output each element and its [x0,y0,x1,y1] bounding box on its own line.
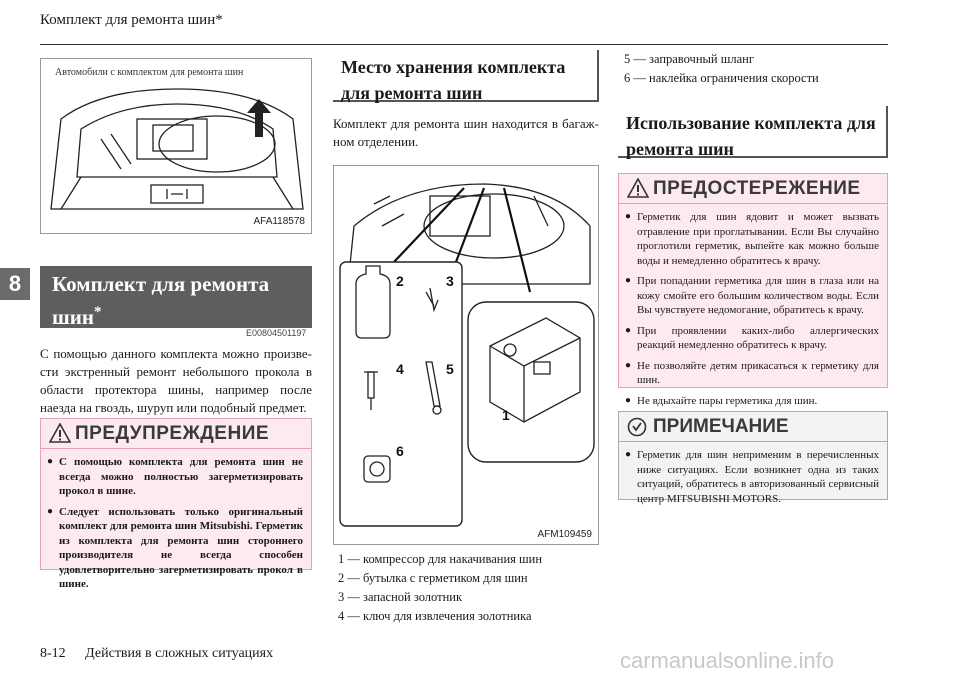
page-number: 8-12 [40,646,66,661]
section-title-text: Комплект для ремонта шин [52,272,270,329]
warning-heading [41,419,311,449]
chapter-name: Действия в сложных ситуациях [85,646,274,661]
kit-illustration [334,166,599,545]
note-box [618,411,888,505]
note-heading [619,412,887,442]
kit-figure [333,165,599,545]
page-footer [40,646,273,662]
warning-triangle-icon [49,423,71,443]
warning-item: ● Следует использовать только оригинальный комплект для ремонта шин Mitsubishi. Герметик из комплекта для ремонта шин стороннего производителя не всегда способен удовлетворительно загерметизировать прокол в шине. [41,505,311,592]
section-title-repair-kit [40,266,312,328]
caution-item: ● Не вдыхайте пары герметика для шин. [619,394,887,409]
callout-5: 5 [446,361,454,377]
callout-1: 1 [502,407,510,423]
warning-triangle-icon [627,178,649,198]
note-heading-text: ПРИМЕЧАНИЕ [653,416,789,437]
caution-heading-text: ПРЕДОСТЕРЕЖЕНИЕ [653,178,861,199]
storage-description: Комплект для ремонта шин находится в багажном отделении. [333,116,599,149]
kit-figure-code: AFM109459 [537,529,592,540]
caution-item: ● При проявлении каких-либо аллергических реакций немедленно обратитесь к врачу. [619,324,887,353]
caution-item: ● Герметик для шин ядовит и может вызвать отравление при проглатывании. Если Вы случайно проглотили герметик, выпейте как можно больше воды и немедленно обратитесь к врачу. [619,210,887,268]
trunk-illustration [41,59,312,234]
section-title-storage: Место хранения комплекта для ремонта шин [333,50,599,102]
section-title-asterisk: * [93,304,102,320]
legend-item: 5 — заправочный шланг [624,52,754,66]
legend-item: 2 — бутылка с герметиком для шин [338,571,528,585]
callout-3: 3 [446,273,454,289]
callout-4: 4 [396,361,404,377]
header-rule [40,44,888,45]
trunk-figure-code: AFA118578 [253,216,305,227]
page-header-title: Комплект для ремонта шин* [40,12,223,28]
trunk-figure-caption: Автомобили с комплектом для ремонта шин [55,67,244,78]
caution-box [618,173,888,407]
section-title-usage: Использование комплекта для ремонта шин [618,106,888,158]
warning-item: ● С помощью комплекта для ремонта шин не всегда можно полностью загерметизировать прокол в шине. [41,455,311,499]
reference-code: E00804501197 [246,328,307,338]
chapter-tab: 8 [0,268,30,300]
info-note-icon [627,417,647,437]
warning-heading-text: ПРЕДУПРЕЖДЕНИЕ [75,423,270,444]
legend-item: 6 — наклейка ограничения скорости [624,71,819,85]
warning-box [40,418,312,590]
caution-heading [619,174,887,204]
legend-item: 1 — компрессор для накачивания шин [338,552,543,566]
legend-item: 4 — ключ для извлечения золотника [338,609,532,623]
watermark: carmanualsonline.info [620,648,835,673]
caution-item: ● Не позволяйте детям прикасаться к герметику для шин. [619,359,887,388]
note-item: ● Герметик для шин неприменим в перечисленных ниже ситуациях. Если возникнет одна из таких ситуаций, обратитесь в авторизованный сервисный центр MITSUBISHI MOTORS. [619,448,887,506]
callout-6: 6 [396,443,404,459]
repair-kit-description: С помощью данного комплекта можно произвести экстренный ремонт небольшого прокола в области протектора шины, например после наезда на гвоздь, шуруп или подобный предмет. [40,346,312,415]
trunk-figure [40,58,312,234]
legend-item: 3 — запасной золотник [338,590,463,604]
callout-2: 2 [396,273,404,289]
caution-item: ● При попадании герметика для шин в глаза или на кожу смойте его большим количеством воды. Если Вы чувствуете недомогание, обратитесь к врачу. [619,274,887,318]
